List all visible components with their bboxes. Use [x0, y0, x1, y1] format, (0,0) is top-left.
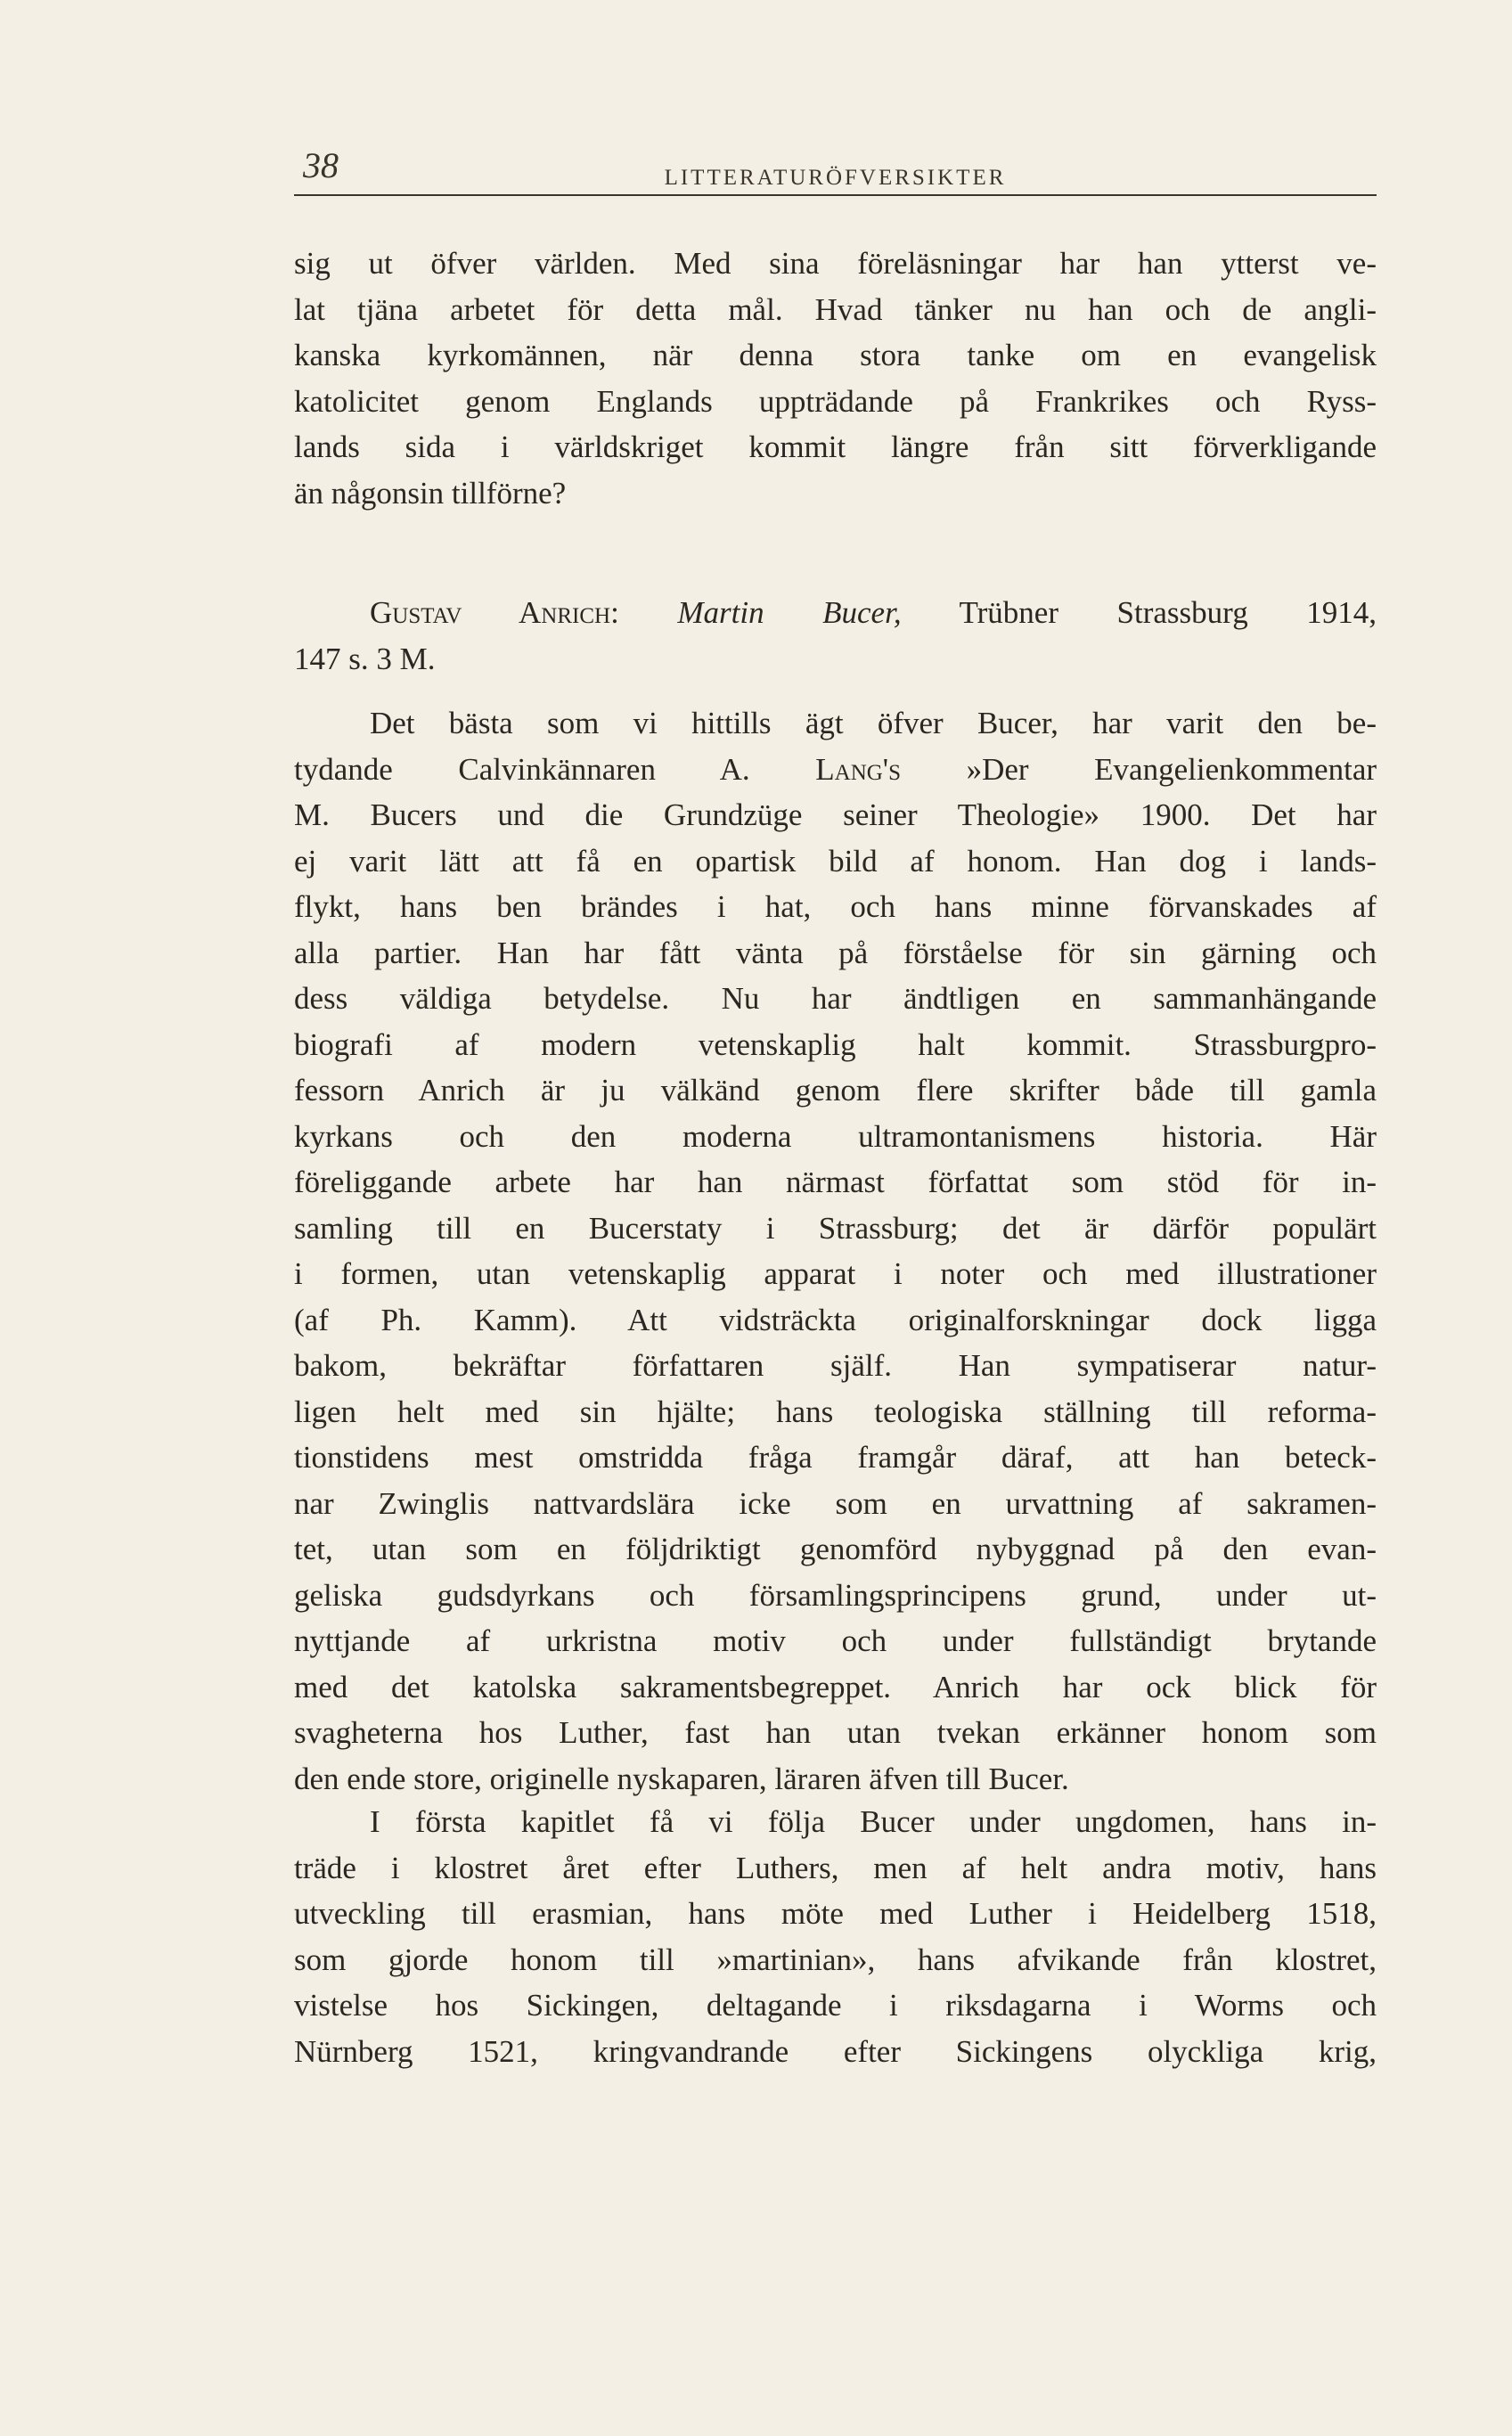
book-citation — [294, 590, 1377, 682]
text-line: ej varit lätt att få en opartisk bild af honom. Han dog i lands- — [294, 843, 1377, 879]
text-line: biografi af modern vetenskaplig halt kommit. Strassburgpro- — [294, 1026, 1377, 1062]
text-line: fessorn Anrich är ju välkänd genom flere skrifter både till gamla — [294, 1073, 1377, 1108]
running-title: LITTERATURÖFVERSIKTER — [664, 166, 1007, 190]
text-line: nyttjande af urkristna motiv och under fullständigt brytande — [294, 1623, 1377, 1658]
text-line: den ende store, originelle nyskaparen, läraren äfven till Bucer. — [294, 1761, 1069, 1796]
text-line: katolicitet genom Englands uppträdande på Frankrikes och Ryss- — [294, 383, 1377, 419]
text-line — [294, 747, 1377, 793]
text-line: svagheterna hos Luther, fast han utan tvekan erkänner honom som — [294, 1715, 1377, 1750]
text-line: bakom, bekräftar författaren själf. Han sympatiserar natur- — [294, 1348, 1377, 1383]
text-line: alla partier. Han har fått vänta på förståelse för sin gärning och — [294, 935, 1377, 970]
citation-publisher: Trübner Strassburg 1914, — [959, 595, 1377, 630]
paragraph-review — [294, 700, 1377, 1802]
page-header — [294, 145, 1377, 196]
text-line: med det katolska sakramentsbegreppet. Anrich har ock blick för — [294, 1669, 1377, 1704]
text-line: geliska gudsdyrkans och församlingsprincipens grund, under ut- — [294, 1577, 1377, 1613]
text-segment: tydande Calvinkännaren A. — [294, 751, 750, 787]
text-line: sig ut öfver världen. Med sina föreläsningar har han ytterst ve- — [294, 246, 1377, 281]
text-line: (af Ph. Kamm). Att vidsträckta originalforskningar dock ligga — [294, 1302, 1377, 1337]
text-line: utveckling till erasmian, hans möte med Luther i Heidelberg 1518, — [294, 1896, 1377, 1931]
text-line: kyrkans och den moderna ultramontanismens historia. Här — [294, 1118, 1377, 1154]
text-line: vistelse hos Sickingen, deltagande i riksdagarna i Worms och — [294, 1988, 1377, 2023]
page-number: 38 — [303, 145, 339, 185]
text-line: M. Bucers und die Grundzüge seiner Theologie» 1900. Det har — [294, 797, 1377, 832]
citation-author: Gustav Anrich: — [370, 595, 619, 630]
text-line: träde i klostret året efter Luthers, men af helt andra motiv, hans — [294, 1850, 1377, 1885]
paragraph-chapter-summary — [294, 1799, 1377, 2074]
author-name-smallcaps: Lang's — [815, 751, 902, 787]
text-line: dess väldiga betydelse. Nu har ändtligen en sammanhängande — [294, 981, 1377, 1016]
text-line: Nürnberg 1521, kringvandrande efter Sickingens olyckliga krig, — [294, 2033, 1377, 2069]
text-line: tet, utan som en följdriktigt genomförd nybyggnad på den evan- — [294, 1532, 1377, 1566]
text-line: som gjorde honom till »martinian», hans afvikande från klostret, — [294, 1941, 1377, 1977]
text-line: föreliggande arbete har han närmast författat som stöd för in- — [294, 1165, 1377, 1199]
paragraph-intro — [294, 241, 1377, 516]
citation-details: 147 s. 3 M. — [294, 641, 436, 676]
text-line: samling till en Bucerstaty i Strassburg; det är därför populärt — [294, 1210, 1377, 1246]
text-segment: »Der Evangelienkommentar — [966, 751, 1377, 787]
text-line: I första kapitlet få vi följa Bucer under ungdomen, hans in- — [370, 1804, 1377, 1839]
text-line: kanska kyrkomännen, när denna stora tanke om en evangelisk — [294, 338, 1377, 372]
text-line: lat tjäna arbetet för detta mål. Hvad tänker nu han och de angli- — [294, 291, 1377, 327]
text-line: än någonsin tillförne? — [294, 475, 567, 511]
text-line: nar Zwinglis nattvardslära icke som en urvattning af sakramen- — [294, 1485, 1377, 1521]
text-line: ligen helt med sin hjälte; hans teologiska ställning till reforma- — [294, 1394, 1377, 1429]
text-line: flykt, hans ben brändes i hat, och hans minne förvanskades af — [294, 889, 1377, 924]
text-line: lands sida i världskriget kommit längre från sitt förverkligande — [294, 429, 1377, 464]
citation-title: Martin Bucer, — [677, 595, 902, 630]
citation-line — [294, 590, 1377, 636]
text-line: Det bästa som vi hittills ägt öfver Bucer, har varit den be- — [370, 706, 1377, 740]
text-line: i formen, utan vetenskaplig apparat i noter och med illustrationer — [294, 1256, 1377, 1291]
text-line: tionstidens mest omstridda fråga framgår däraf, att han beteck- — [294, 1440, 1377, 1475]
